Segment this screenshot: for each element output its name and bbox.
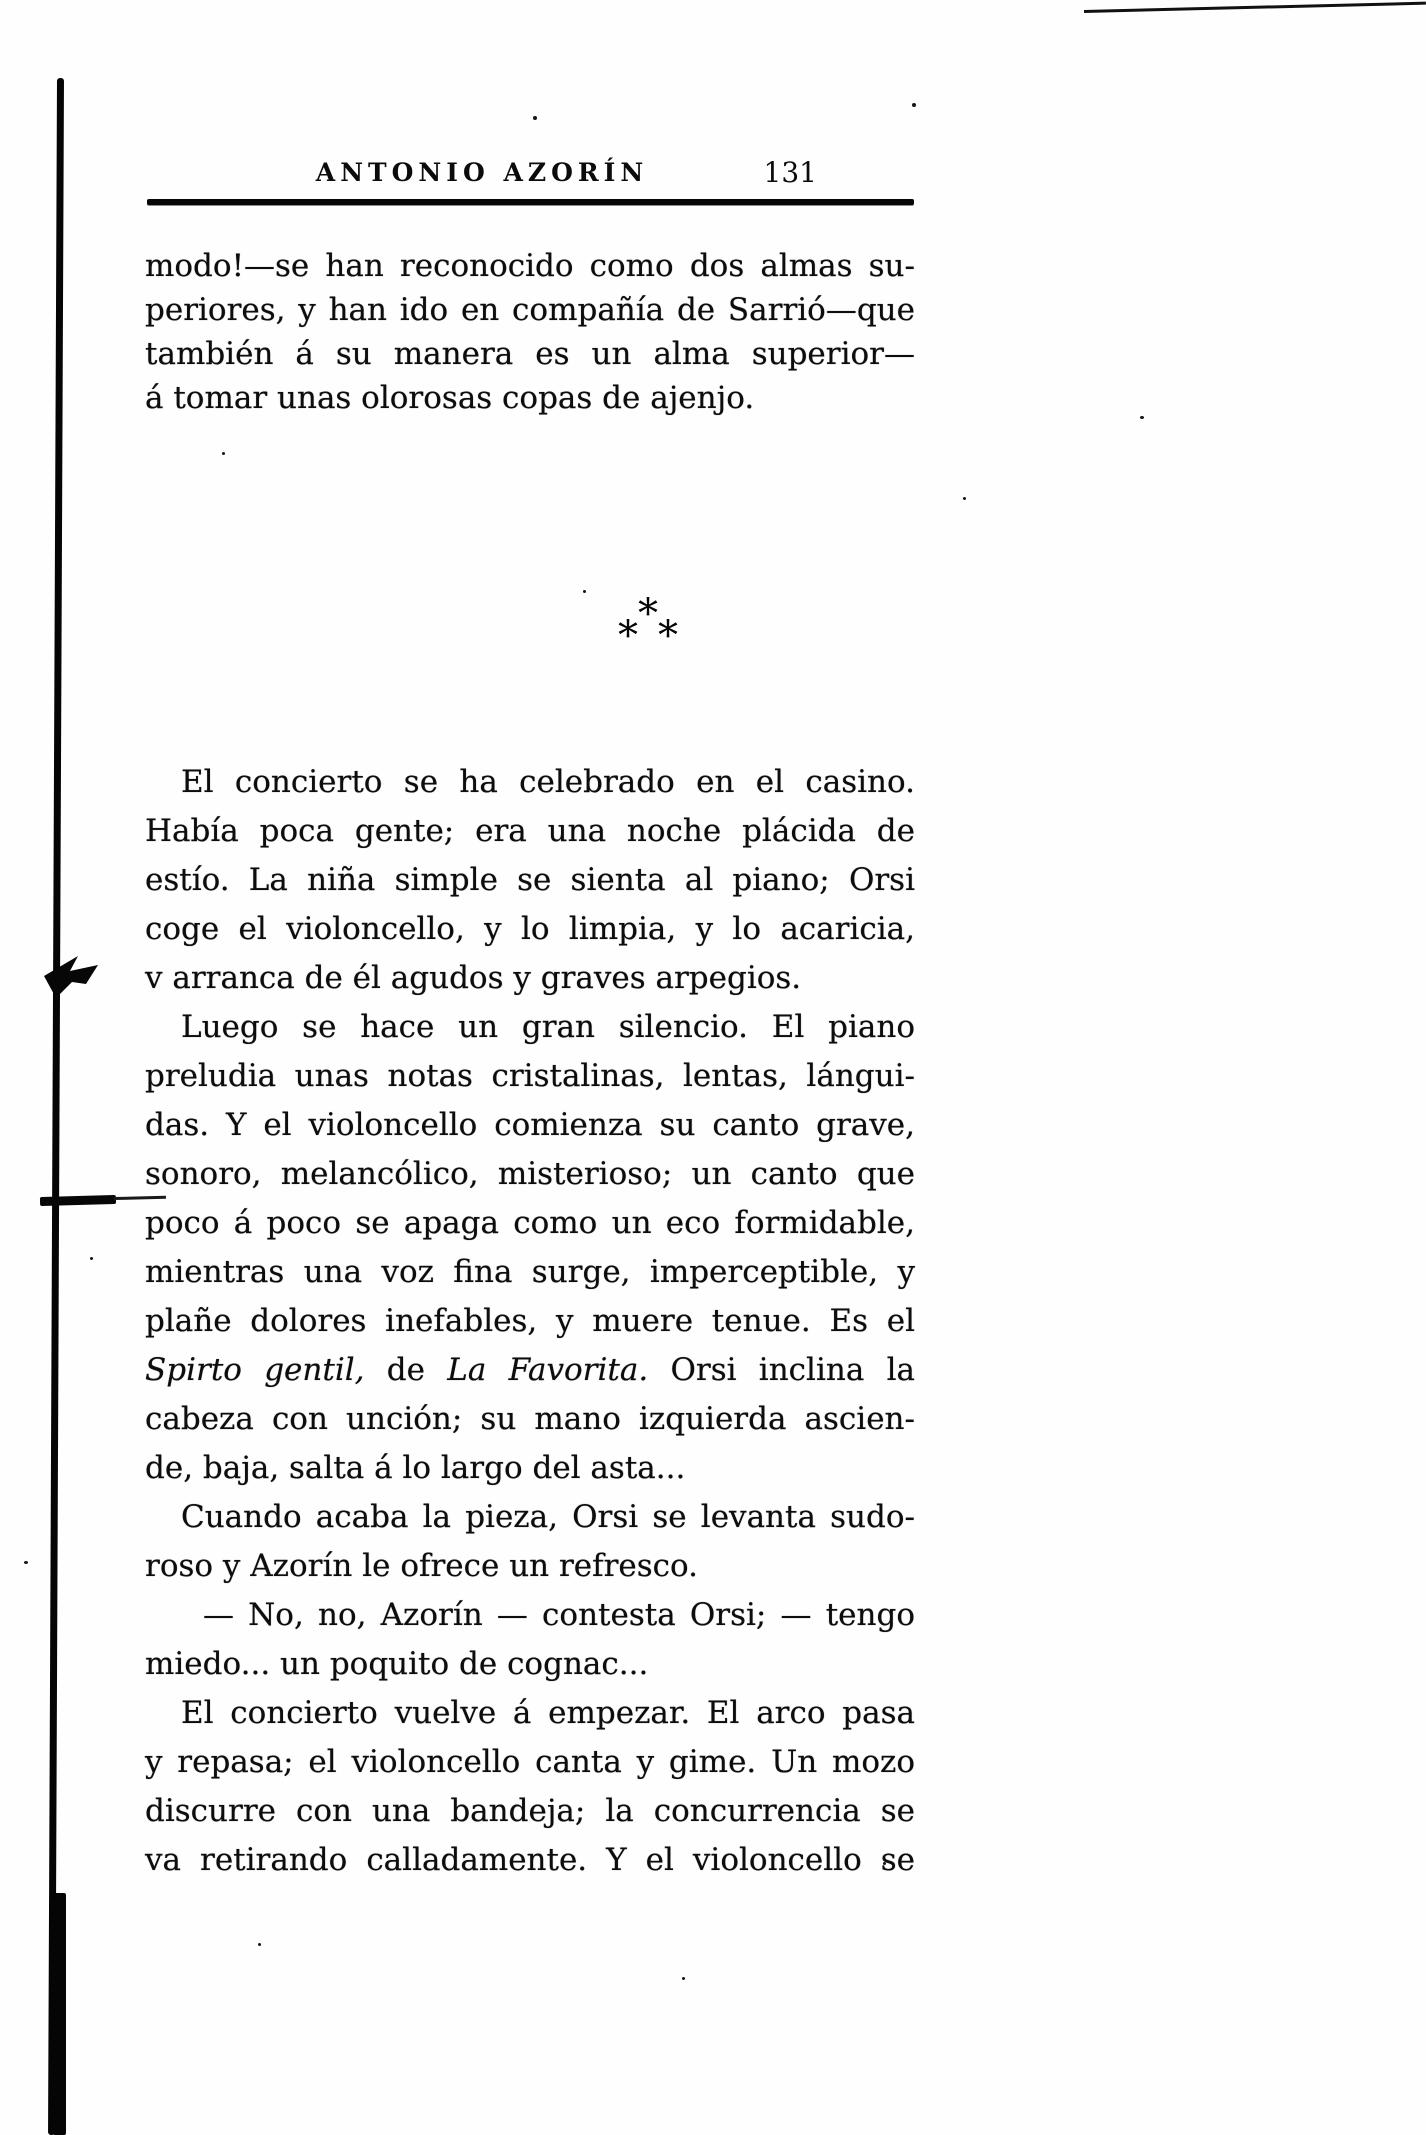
asterisk-icon: * [618,613,638,659]
text-line [145,1052,915,1101]
text-segment: á tomar unas olorosas copas de ajenjo. [145,380,755,416]
text-segment: El concierto vuelve á empezar. El arco pasa [181,1695,915,1731]
paragraph [145,1689,915,1885]
text-line [145,288,915,332]
ink-speck [258,1943,261,1946]
text-line [145,1689,915,1738]
text-segment: miedo... un poquito de cognac... [145,1646,649,1682]
page-number: 131 [763,156,817,189]
text-line [145,332,915,376]
text-body [145,244,915,1885]
text-line [145,1542,915,1591]
text-segment: coge el violoncello, y lo limpia, y lo acaricia, [145,911,915,947]
text-line [145,758,915,807]
text-line [145,856,915,905]
text-line [145,1003,915,1052]
text-segment: cabeza con unción; su mano izquierda ascien- [145,1401,915,1437]
header-rule [147,199,914,205]
text-segment: sonoro, melancólico, misterioso; un canto que [145,1156,915,1192]
text-segment: poco á poco se apaga como un eco formidable, [145,1205,915,1241]
binding-line [48,78,64,2135]
text-line [145,1640,915,1689]
italic-opera-title: La Favorita. [447,1352,649,1388]
corner-scan-artifact [1084,2,1426,13]
ink-speck [90,1257,93,1260]
running-title: ANTONIO AZORÍN [315,158,649,187]
text-segment: roso y Azorín le ofrece un refresco. [145,1548,699,1584]
text-line [145,1493,915,1542]
text-segment: das. Y el violoncello comienza su canto grave, [145,1107,915,1143]
ink-speck [912,103,916,107]
text-line [145,807,915,856]
text-segment: Había poca gente; era una noche plácida de [145,813,915,849]
text-line [145,244,915,288]
text-segment: v arranca de él agudos y graves arpegios. [145,960,802,996]
text-line [145,1199,915,1248]
italic-opera-title: Spirto gentil, [145,1352,365,1388]
binding-line-foot [53,1893,66,2135]
paragraph [145,1003,915,1493]
text-segment: discurre con una bandeja; la concurrencia se [145,1793,915,1829]
paragraph [145,1493,915,1591]
text-line [145,1346,915,1395]
text-segment: Orsi inclina la [648,1352,915,1388]
text-segment: plañe dolores inefables, y muere tenue. Es el [145,1303,915,1339]
paragraph [145,1591,915,1689]
ink-speck [963,497,966,500]
text-segment: preludia unas notas cristalinas, lentas, lángui- [145,1058,915,1094]
ink-speck [24,1561,28,1564]
asterisk-icon: * [658,613,678,659]
text-segment: de, baja, salta á lo largo del asta... [145,1450,686,1486]
text-line [145,1444,915,1493]
text-segment: va retirando calladamente. Y el violoncello se [145,1842,915,1878]
ink-speck [1140,416,1144,419]
text-line [145,954,915,1003]
margin-arrow-mark [42,956,104,1006]
text-segment: estío. La niña simple se sienta al piano; Orsi [145,862,915,898]
page-header [145,158,915,198]
text-segment: modo!—se han reconocido como dos almas su- [145,248,915,284]
asterism-separator [618,591,688,659]
text-segment: periores, y han ido en compañía de Sarrió—que [145,292,915,328]
text-line [145,1836,915,1885]
text-line [145,376,915,420]
text-line [145,1591,915,1640]
text-segment: Cuando acaba la pieza, Orsi se levanta sudo- [181,1499,915,1535]
ink-speck [533,116,537,120]
text-line [145,1101,915,1150]
text-segment: El concierto se ha celebrado en el casino. [181,764,915,800]
text-segment: — No, no, Azorín — contesta Orsi; — tengo [203,1597,915,1633]
ink-speck [682,1977,685,1980]
text-line [145,1150,915,1199]
text-line [145,1395,915,1444]
margin-dash-mark [40,1195,116,1206]
text-segment: Luego se hace un gran silencio. El piano [181,1009,915,1045]
text-segment: también á su manera es un alma superior— [145,336,915,372]
text-line [145,905,915,954]
text-line [145,1248,915,1297]
paragraph [145,758,915,1003]
text-segment: de [364,1352,448,1388]
paragraph [145,244,915,420]
text-segment: y repasa; el violoncello canta y gime. Un mozo [145,1744,915,1780]
text-line [145,1787,915,1836]
text-line [145,1297,915,1346]
text-segment: mientras una voz fina surge, imperceptible, y [145,1254,915,1290]
asterisk-icon: * [638,591,658,637]
text-line [145,1738,915,1787]
